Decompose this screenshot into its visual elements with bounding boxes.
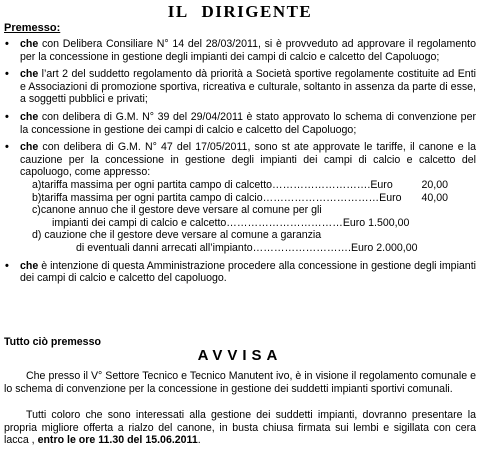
list-item bbox=[0, 260, 476, 285]
tariff-amount: 40,00 bbox=[421, 191, 448, 204]
bullet-text: l’art 2 del suddetto regolamento dà priorità a Società sportive regolamente costituite ad Enti e Associazioni di promozione sportiva, ricreativa e culturale, soltanto in assenza da parte di esse, a soggetti pubblici e privati; bbox=[20, 68, 476, 106]
tariff-text: canone annuo che il gestore deve versare al comune per gli bbox=[40, 204, 322, 217]
bullet-lead: che bbox=[20, 68, 39, 81]
tutto-premesso: Tutto ciò premesso bbox=[4, 336, 101, 348]
tariff-row bbox=[20, 204, 476, 217]
tariff-label: a) bbox=[32, 178, 42, 191]
list-item bbox=[0, 111, 476, 136]
list-item bbox=[0, 141, 476, 254]
bullet-icon: • bbox=[5, 68, 9, 81]
bullet-lead: che bbox=[20, 38, 39, 50]
bullet-text: con Delibera Consiliare N° 14 del 28/03/2011, si è provveduto ad approvare il regolamento per la concessione in gestione degli impianti dei campi di calcio e calcetto del Capoluogo; bbox=[20, 38, 476, 63]
avvisa-heading: AVVISA bbox=[197, 347, 283, 364]
tariff-row bbox=[20, 179, 476, 192]
tariff-amount: 20,00 bbox=[421, 178, 448, 191]
premesso-heading: Premesso: bbox=[4, 22, 61, 34]
tariff-text: impianti dei campi di calcio e calcetto……………………………Euro 1.500,00 bbox=[52, 216, 410, 229]
tariff-text: tariffa massima per ogni partita campo di calcio……………………………Euro bbox=[41, 191, 402, 204]
bullet-lead: che bbox=[20, 110, 39, 123]
bullet-text: con delibera di G.M. N° 39 del 29/04/2011 è stato approvato lo schema di convenzione per la concessione in gestione dei campi di calcio e calcetto del Capoluogo; bbox=[20, 110, 476, 136]
paragraph-1 bbox=[4, 370, 476, 395]
paragraph-text: Che presso il V° Settore Tecnico e Tecnico Manutent ivo, è in visione il regolamento comunale e lo schema di convenzione per la concessione in gestione dei suddetti impianti sportivi comunali. bbox=[4, 370, 476, 395]
tariff-row bbox=[20, 192, 476, 205]
tariff-row-cont bbox=[20, 217, 476, 230]
paragraph-end: . bbox=[197, 434, 201, 447]
list-item bbox=[0, 68, 476, 106]
tariff-row-cont bbox=[20, 242, 476, 255]
tariff-list bbox=[20, 179, 476, 255]
tariff-label: c) bbox=[32, 204, 41, 217]
premise-list bbox=[0, 38, 476, 290]
bullet-lead: che bbox=[20, 259, 39, 272]
bullet-text: con delibera di G.M. N° 47 del 17/05/2011, sono st ate approvate le tariffe, il canone e la cauzione per la concessione in gestione degli impianti dei campi di calcio e calcetto del capoluogo, come appresso: bbox=[20, 141, 476, 179]
deadline-text: entro le ore 11.30 del 15.06.2011 bbox=[34, 434, 198, 447]
tariff-text: cauzione che il gestore deve versare al comune a garanzia bbox=[44, 229, 322, 242]
bullet-icon: • bbox=[5, 141, 9, 154]
document-title: IL DIRIGENTE bbox=[167, 2, 313, 21]
bullet-text: è intenzione di questa Amministrazione procedere alla concessione in gestione degli impianti dei campi di calcio e calcetto del capoluogo. bbox=[20, 259, 476, 285]
bullet-icon: • bbox=[5, 110, 9, 123]
list-item bbox=[0, 38, 476, 63]
bullet-icon: • bbox=[5, 38, 9, 50]
tariff-text: di eventuali danni arrecati all’impianto……………………….Euro 2.000,00 bbox=[76, 241, 418, 254]
bullet-lead: che bbox=[20, 141, 39, 154]
bullet-icon: • bbox=[5, 259, 9, 272]
tariff-text: tariffa massima per ogni partita campo di calcetto……………………….Euro bbox=[41, 178, 393, 191]
paragraph-text: Tutti coloro che sono interessati alla gestione dei suddetti impianti, dovranno presentare la propria migliore offerta a rialzo del canone, in busta chiusa firmata sui lembi e sigillata con cera lacca , bbox=[4, 409, 476, 447]
tariff-label: b) bbox=[32, 191, 42, 204]
tariff-label: d) bbox=[32, 229, 42, 242]
paragraph-2 bbox=[4, 409, 476, 447]
tariff-row bbox=[20, 229, 476, 242]
